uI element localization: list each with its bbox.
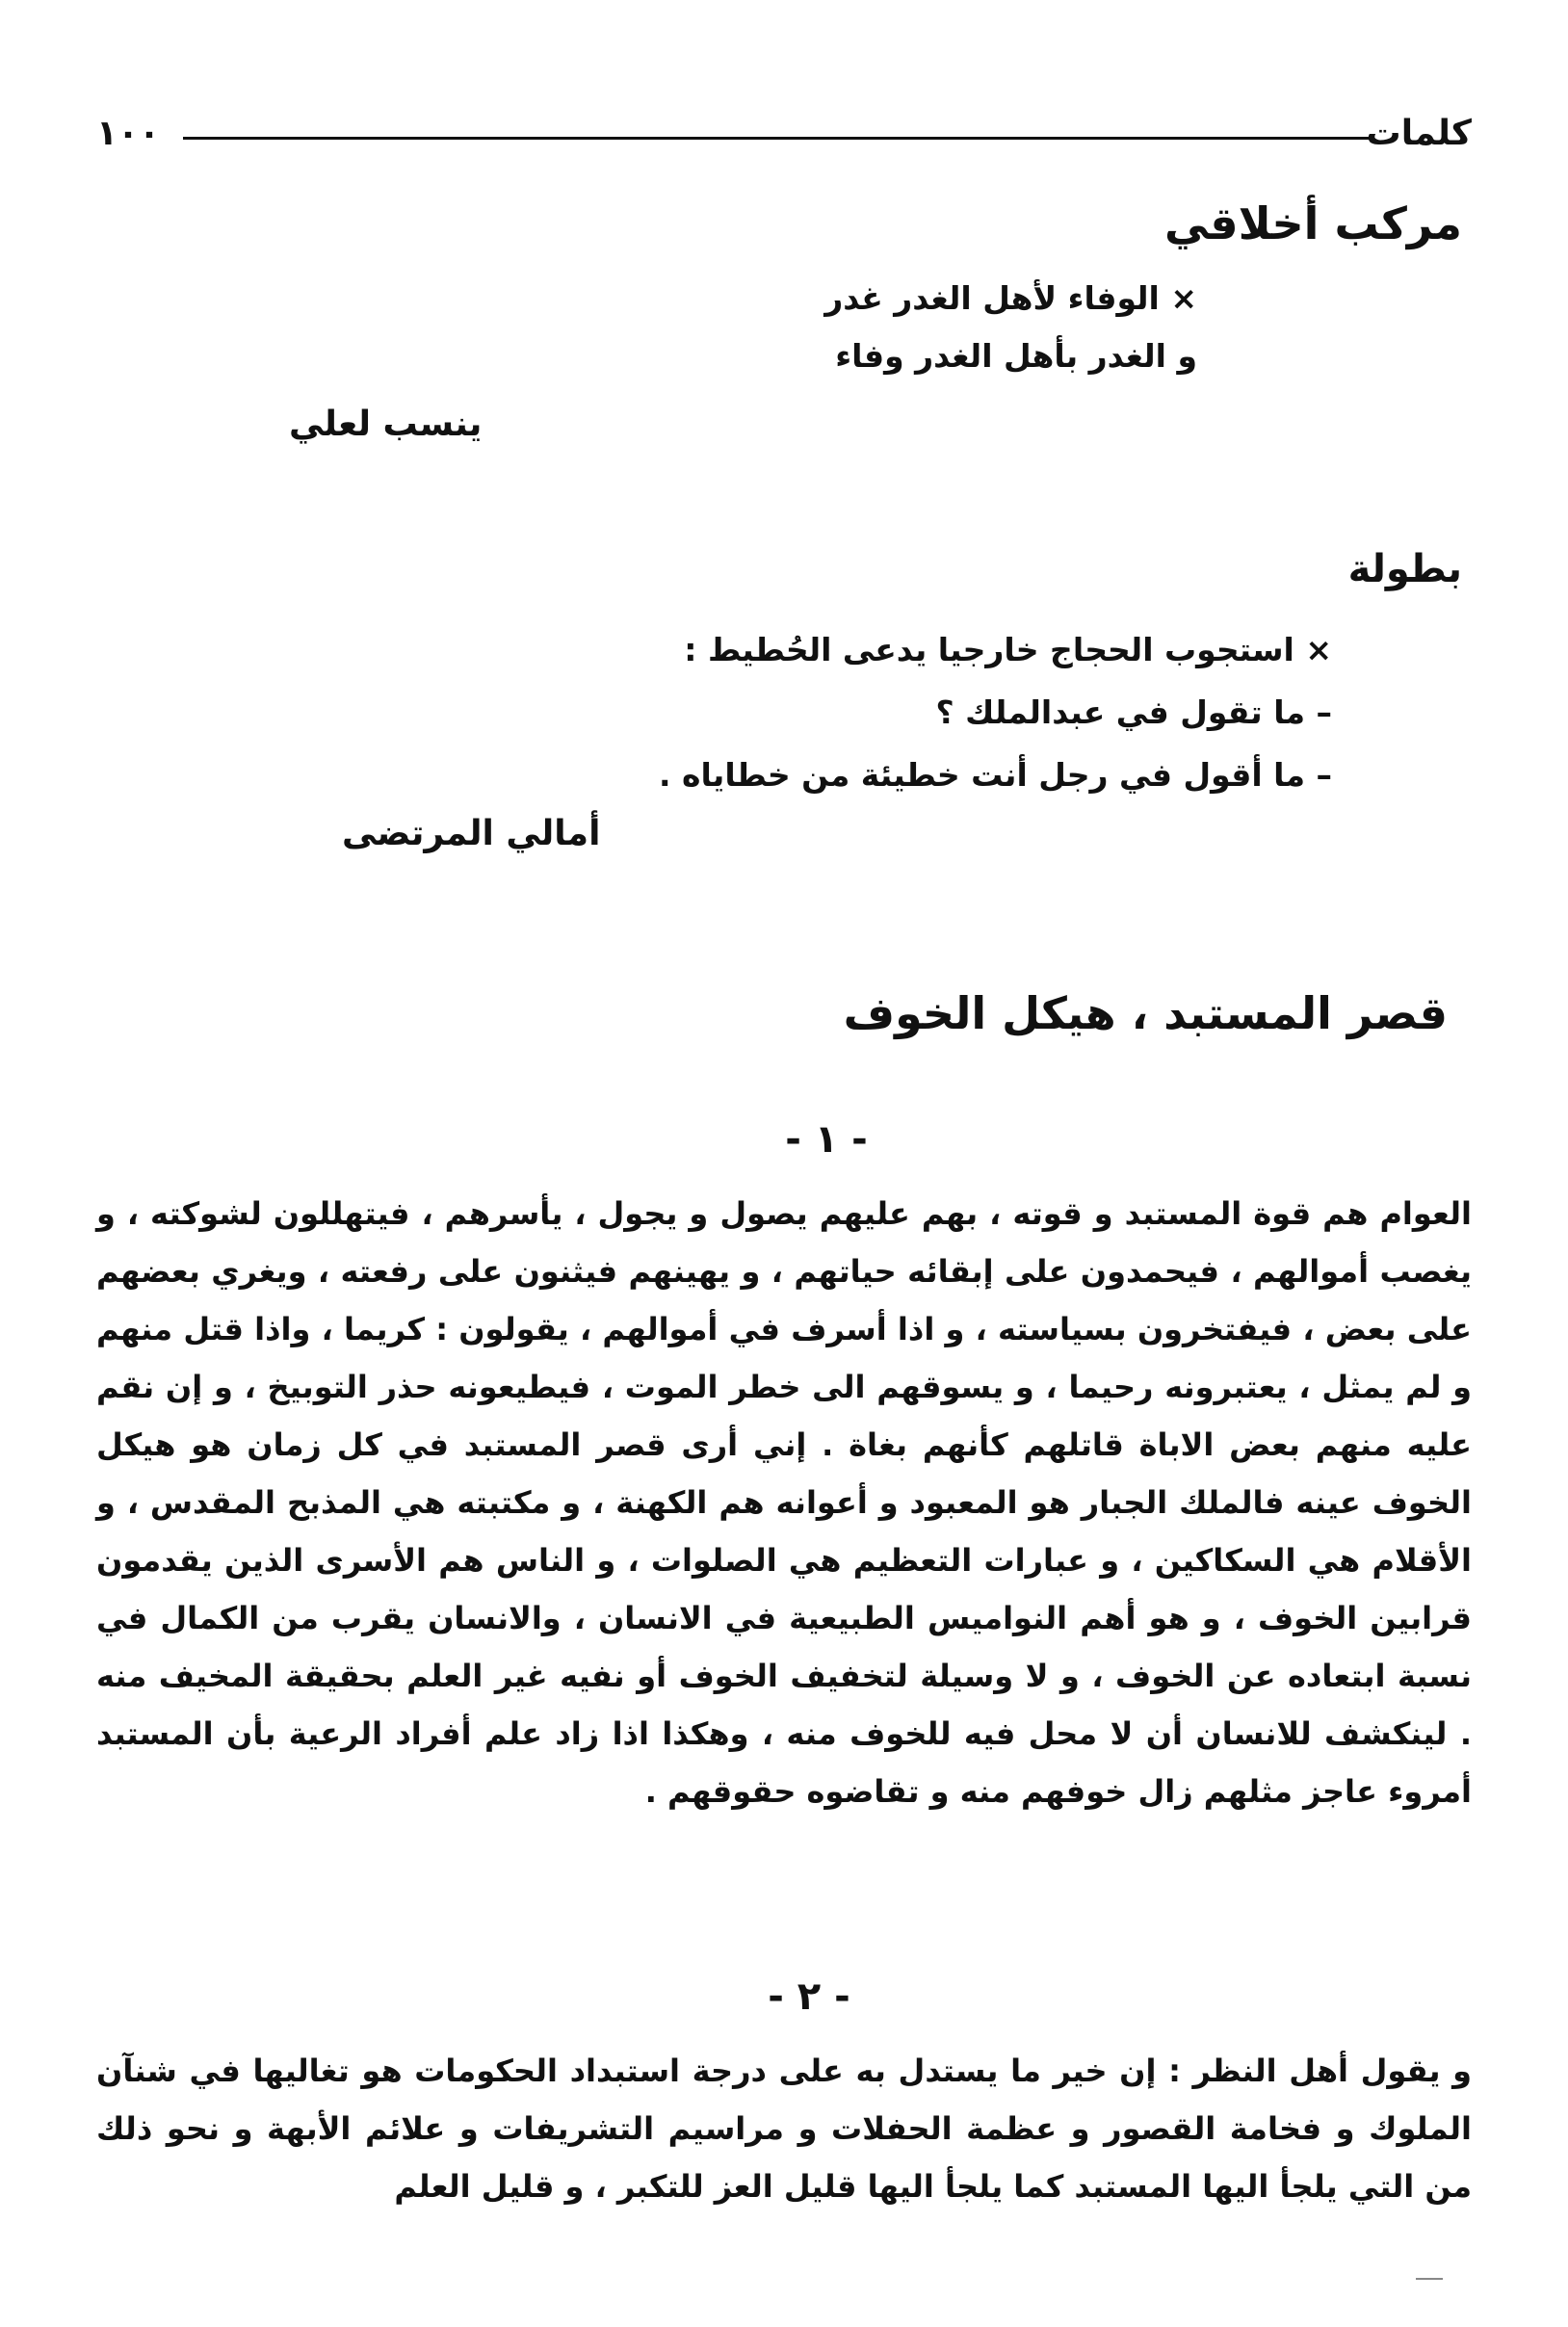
essay-title: قصر المستبد ، هيكل الخوف (843, 987, 1448, 1039)
scan-artifact (1416, 2278, 1443, 2280)
essay-part-2-text: و يقول أهل النظر : إن خير ما يستدل به على درجة استبداد الحكومات هو تغاليها في شنآن الملوك و فخامة القصور و عظمة الحفلات و مراسيم التشريفات و علائم الأبهة و نحو ذلك من التي يلجأ اليها المستبد كما يلجأ اليها قليل العز للتكبر ، و قليل العلم (96, 2052, 1472, 2205)
butula-line-2: – ما تقول في عبدالملك ؟ (935, 693, 1332, 731)
akhlaqi-line-2: و الغدر بأهل الغدر وفاء (835, 337, 1197, 375)
butula-line-1: × استجوب الحجاج خارجيا يدعى الحُطيط : (684, 631, 1332, 668)
header-title: كلمات (1366, 114, 1472, 153)
akhlaqi-attribution: ينسب لعلي (289, 405, 483, 444)
header-rule (183, 137, 1371, 140)
page-number: ١٠٠ (96, 114, 160, 153)
akhlaqi-line-1: × الوفاء لأهل الغدر غدر (824, 279, 1197, 317)
butula-attribution: أمالي المرتضى (342, 814, 601, 853)
part-1-marker: - ١ - (785, 1117, 868, 1162)
part-2-marker: - ٢ - (768, 1974, 850, 2019)
butula-line-3: – ما أقول في رجل أنت خطيئة من خطاياه . (659, 756, 1332, 794)
running-header (96, 114, 1472, 162)
section-title-akhlaqi: مركب أخلاقي (1163, 197, 1462, 249)
section-title-butula: بطولة (1347, 547, 1462, 591)
essay-part-1-text: العوام هم قوة المستبد و قوته ، بهم عليهم يصول و يجول ، يأسرهم ، فيتهللون لشوكته ، و يغصب أموالهم ، فيحمدون على إبقائه حياتهم ، و يهينهم فيثنون على رفعته ، ويغري بعضهم على بعض ، فيفتخرون بسياسته ، و اذا أسرف في أموالهم ، يقولون : كريما ، واذا قتل منهم و لم يمثل ، يعتبرونه رحيما ، و يسوقهم الى خطر الموت ، فيطيعونه حذر التوبيخ ، و إن نقم عليه منهم بعض الاباة قاتلهم كأنهم بغاة . إني أرى قصر المستبد في كل زمان هو هيكل الخوف عينه فالملك الجبار هو المعبود و أعوانه هم الكهنة ، و مكتبته هي المذبح المقدس ، و الأقلام هي السكاكين ، و عبارات التعظيم هي الصلوات ، و الناس هم الأسرى الذين يقدمون قرابين الخوف ، و هو أهم النواميس الطبيعية في الانسان ، والانسان يقرب من الكمال في نسبة ابتعاده عن الخوف ، و لا وسيلة لتخفيف الخوف أو نفيه غير العلم بحقيقة المخيف منه . لينكشف للانسان أن لا محل فيه للخوف منه ، وهكذا اذا زاد علم أفراد الرعية بأن المستبد أمروء عاجز مثلهم زال خوفهم منه و تقاضوه حقوقهم . (96, 1195, 1472, 1810)
